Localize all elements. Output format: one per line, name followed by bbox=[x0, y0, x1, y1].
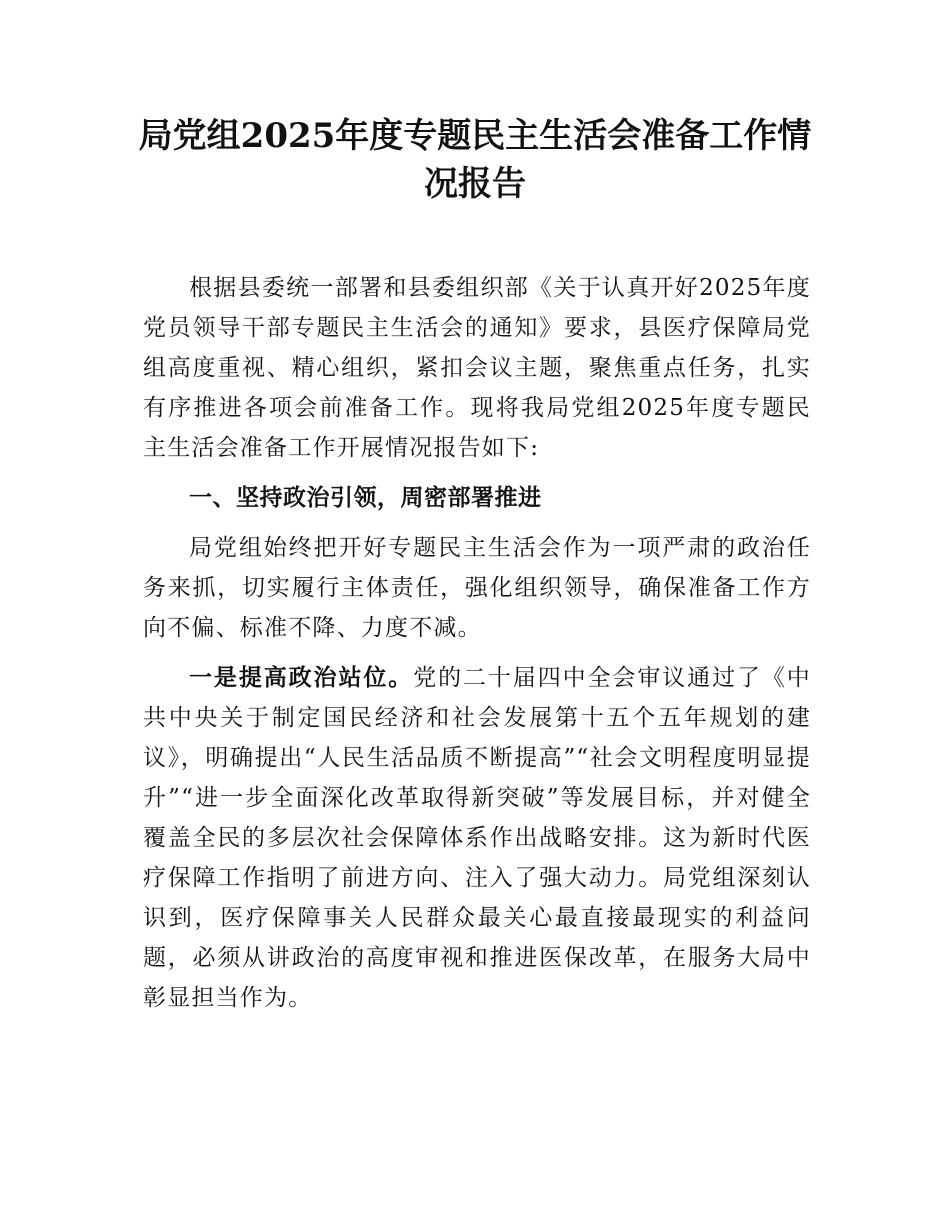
point-paragraph bbox=[143, 658, 811, 1018]
point-lead: 一是提高政治站位。 bbox=[189, 665, 414, 691]
document-body bbox=[143, 268, 811, 1018]
section-paragraph: 局党组始终把开好专题民主生活会作为一项严肃的政治任务来抓，切实履行主体责任，强化组织领导，确保准备工作方向不偏、标准不降、力度不减。 bbox=[143, 535, 811, 641]
intro-paragraph: 根据县委统一部署和县委组织部《关于认真开好2025年度党员领导干部专题民主生活会的通知》要求，县医疗保障局党组高度重视、精心组织，紧扣会议主题，聚焦重点任务，扎实有序推进各项会前准备工作。现将我局党组2025年度专题民主生活会准备工作开展情况报告如下: bbox=[143, 275, 811, 461]
point-text: 党的二十届四中全会审议通过了《中共中央关于制定国民经济和社会发展第十五个五年规划的建议》，明确提出“人民生活品质不断提高”“社会文明程度明显提升”“进一步全面深化改革取得新突破”等发展目标，并对健全覆盖全民的多层次社会保障体系作出战略安排。这为新时代医疗保障工作指明了前进方向、注入了强大动力。局党组深刻认识到，医疗保障事关人民群众最关心最直接最现实的利益问题，必须从讲政治的高度审视和推进医保改革，在服务大局中彰显担当作为。 bbox=[143, 665, 811, 1011]
document-title: 局党组2025年度专题民主生活会准备工作情况报告 bbox=[138, 116, 812, 204]
section-heading: 一、坚持政治引领，周密部署推进 bbox=[189, 485, 542, 511]
